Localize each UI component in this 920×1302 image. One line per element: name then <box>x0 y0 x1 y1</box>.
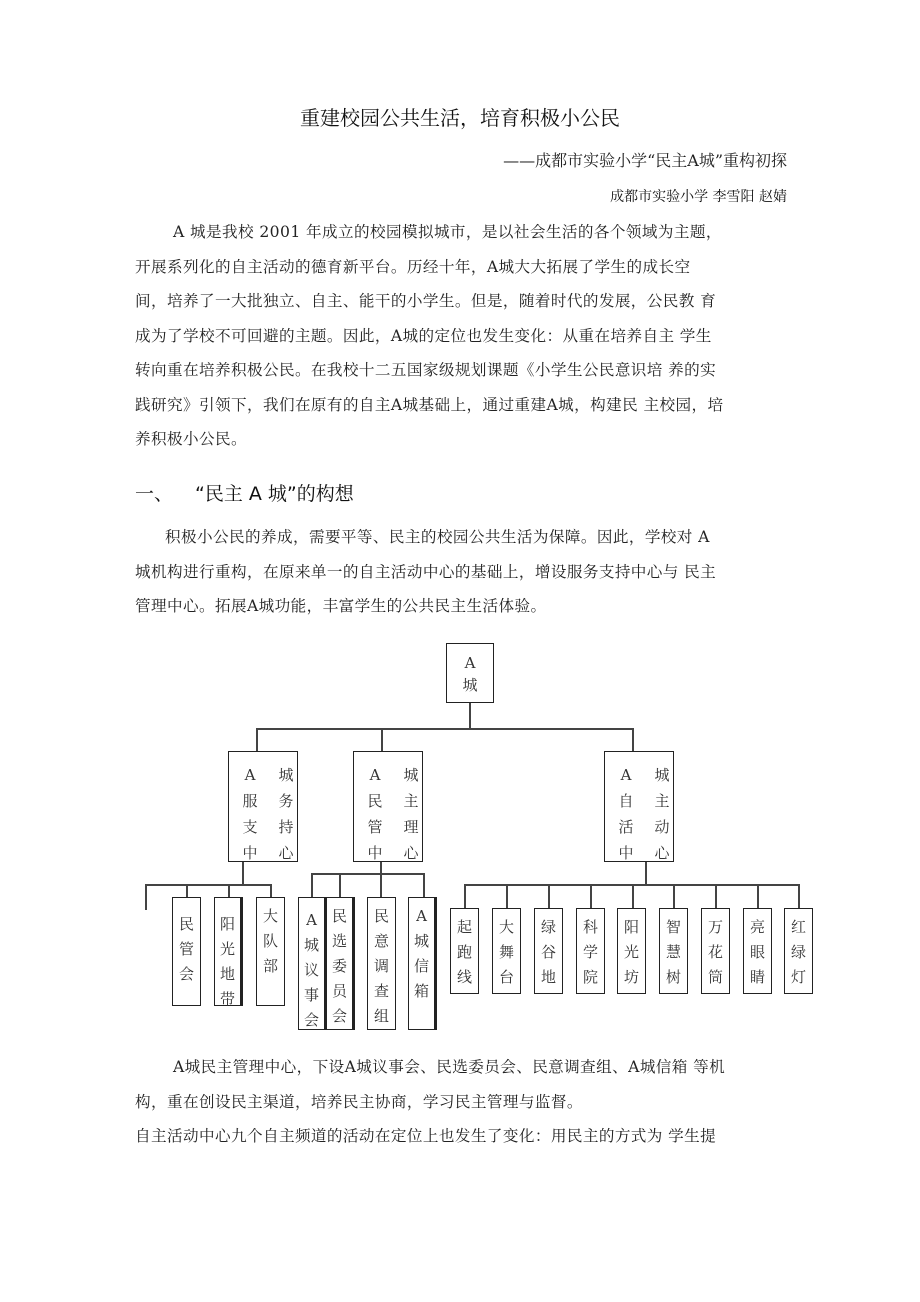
org-char: 会 <box>178 965 194 983</box>
org-char: 亮 <box>749 918 765 936</box>
org-char: 查 <box>373 982 389 1000</box>
org-char: 绿 <box>540 918 556 936</box>
after-chart-line: A城民主管理中心，下设A城议事会、民选委员会、民意调查组、A城信箱 等机 <box>173 1058 726 1076</box>
org-char: 大 <box>262 907 278 925</box>
org-char: 心 <box>403 844 419 862</box>
org-char: 意 <box>373 932 389 950</box>
org-char: 大 <box>498 918 514 936</box>
org-char: 城 <box>462 676 478 694</box>
org-char: 信 <box>413 957 429 975</box>
org-char: 动 <box>654 818 670 836</box>
org-char: 光 <box>219 940 235 958</box>
org-leaf-wanhuatong <box>701 908 730 994</box>
org-char: 员 <box>331 982 347 1000</box>
org-char: 智 <box>665 918 681 936</box>
org-char: 心 <box>278 844 294 862</box>
org-char: 民 <box>373 907 389 925</box>
connector-line <box>645 862 647 885</box>
after-chart-line: 构，重在创设民主渠道，培养民主协商，学习民主管理与监督。 <box>135 1092 583 1111</box>
org-char: 组 <box>373 1007 389 1025</box>
org-leaf-lvgudi <box>534 908 563 994</box>
org-char: 主 <box>654 792 670 810</box>
connector-line <box>339 873 341 897</box>
org-char: 城 <box>303 936 319 954</box>
connector-line <box>590 884 592 908</box>
after-chart-paragraph <box>135 1050 815 1154</box>
org-char: 筒 <box>707 968 723 986</box>
org-char: 会 <box>303 1011 319 1029</box>
org-char: 事 <box>303 986 319 1004</box>
org-char: 委 <box>331 957 347 975</box>
org-char: 心 <box>654 844 670 862</box>
connector-line <box>632 728 634 751</box>
org-char: 城 <box>278 766 294 784</box>
org-char: 务 <box>278 792 294 810</box>
connector-line <box>270 884 272 897</box>
org-char: 光 <box>623 943 639 961</box>
org-leaf-minyidiaochazu <box>367 897 396 1030</box>
section1-line: 积极小公民的养成，需要平等、民主的校园公共生活为保障。因此，学校对 A <box>165 528 710 546</box>
org-char: 自 <box>618 792 634 810</box>
connector-line <box>380 862 382 897</box>
org-char: 线 <box>456 968 472 986</box>
intro-paragraph <box>135 215 815 457</box>
org-char: 管 <box>178 940 194 958</box>
document-title: 重建校园公共生活，培育积极小公民 <box>300 106 620 130</box>
section1-line: 管理中心。拓展A城功能，丰富学生的公共民主生活体验。 <box>135 597 547 615</box>
org-char: 坊 <box>623 968 639 986</box>
after-chart-line: 自主活动中心九个自主频道的活动在定位上也发生了变化：用民主的方式为 学生提 <box>135 1127 717 1145</box>
org-char: 持 <box>278 818 294 836</box>
org-char: 带 <box>219 990 235 1008</box>
org-char: 睛 <box>749 968 765 986</box>
intro-line: 成为了学校不可回避的主题。因此，A城的定位也发生变化：从重在培养自主 学生 <box>135 326 712 345</box>
org-char: 选 <box>331 932 347 950</box>
org-char: 会 <box>331 1007 347 1025</box>
org-char: 城 <box>654 766 670 784</box>
section1-line: 城机构进行重构，在原来单一的自主活动中心的基础上，增设服务支持中心与 民主 <box>135 562 717 581</box>
intro-line: 养积极小公民。 <box>135 430 247 448</box>
connector-line <box>145 884 271 886</box>
org-char: A <box>369 766 381 784</box>
org-char: 红 <box>790 918 806 936</box>
org-char: 理 <box>403 818 419 836</box>
org-leaf-yishihui <box>298 897 327 1030</box>
connector-line <box>464 884 466 908</box>
intro-line: 践研究》引领下，我们在原有的自主A城基础上，通过重建A城，构建民 主校园，培 <box>135 395 724 414</box>
org-char: 箱 <box>413 982 429 1000</box>
intro-line: 开展系列化的自主活动的德育新平台。历经十年，A城大大拓展了学生的成长空 <box>135 257 691 276</box>
org-char: 调 <box>373 957 389 975</box>
org-char: 民 <box>331 907 347 925</box>
connector-line <box>311 873 425 875</box>
org-root-box <box>446 643 494 703</box>
org-leaf-zhihuishu <box>659 908 688 994</box>
org-leaf-minxuanweiyuanhui <box>326 897 355 1030</box>
org-char: 阳 <box>623 918 639 936</box>
org-char: 树 <box>665 968 681 986</box>
org-char: 舞 <box>498 943 514 961</box>
connector-line <box>673 884 675 908</box>
connector-line <box>145 884 147 910</box>
connector-line <box>186 884 188 897</box>
org-char: 部 <box>262 957 278 975</box>
org-leaf-daduibu <box>256 897 285 1006</box>
org-char: 绿 <box>790 943 806 961</box>
org-leaf-minguanhui <box>172 897 201 1006</box>
org-char: 科 <box>582 918 598 936</box>
org-char: 起 <box>456 918 472 936</box>
org-center-management <box>353 751 423 862</box>
org-char: 院 <box>582 968 598 986</box>
connector-line <box>256 728 634 730</box>
org-char: 谷 <box>540 943 556 961</box>
section-number: 一、 <box>135 483 174 505</box>
org-char: 队 <box>262 932 278 950</box>
org-center-service <box>228 751 298 862</box>
org-char: 城 <box>403 766 419 784</box>
org-char: 学 <box>582 943 598 961</box>
org-char: 中 <box>618 844 634 862</box>
org-char: 服 <box>242 792 258 810</box>
org-char: 慧 <box>665 943 681 961</box>
section-title: “民主 A 城”的构想 <box>195 483 354 505</box>
org-leaf-yangguangdidai <box>214 897 243 1006</box>
org-char: 地 <box>219 965 235 983</box>
org-char: A <box>464 654 476 672</box>
org-char: 阳 <box>219 915 235 933</box>
connector-line <box>798 884 800 908</box>
section1-paragraph <box>135 520 815 624</box>
author-line: 成都市实验小学 李雪阳 赵婧 <box>610 189 787 205</box>
connector-line <box>256 728 258 751</box>
org-char: 地 <box>540 968 556 986</box>
org-char: A <box>416 907 427 925</box>
org-leaf-xinxiang <box>408 897 437 1030</box>
org-char: 议 <box>303 961 319 979</box>
document-subtitle: ——成都市实验小学“民主A城”重构初探 <box>503 151 787 170</box>
org-char: 花 <box>707 943 723 961</box>
org-leaf-kexueyuan <box>576 908 605 994</box>
org-char: 民 <box>367 792 383 810</box>
org-char: 管 <box>367 818 383 836</box>
org-char: 活 <box>618 818 634 836</box>
org-char: 中 <box>242 844 258 862</box>
intro-line: 转向重在培养积极公民。在我校十二五国家级规划课题《小学生公民意识培 养的实 <box>135 361 717 379</box>
org-leaf-liangyanjing <box>743 908 772 994</box>
org-leaf-dawutai <box>492 908 521 994</box>
org-char: A <box>244 766 256 784</box>
org-center-activity <box>604 751 674 862</box>
connector-line <box>423 873 425 897</box>
org-char: 支 <box>242 818 258 836</box>
org-leaf-yangguangfang <box>617 908 646 994</box>
org-char: A <box>620 766 632 784</box>
org-char: 跑 <box>456 943 472 961</box>
intro-line: 间，培养了一大批独立、自主、能干的小学生。但是，随着时代的发展，公民教 育 <box>135 292 717 310</box>
org-char: 中 <box>367 844 383 862</box>
intro-line: A 城是我校 2001 年成立的校园模拟城市，是以社会生活的各个领域为主题， <box>173 223 722 241</box>
section-heading <box>135 480 354 508</box>
org-char: 万 <box>707 918 723 936</box>
org-char: 主 <box>403 792 419 810</box>
org-leaf-honglvdeng <box>784 908 813 994</box>
connector-line <box>311 873 313 897</box>
org-char: 台 <box>498 968 514 986</box>
org-char: 灯 <box>790 968 806 986</box>
connector-line <box>506 884 508 908</box>
connector-line <box>381 728 383 751</box>
connector-line <box>632 884 634 908</box>
connector-line <box>469 703 471 728</box>
org-char: 眼 <box>749 943 765 961</box>
connector-line <box>548 884 550 908</box>
org-leaf-qipaoxian <box>450 908 479 994</box>
connector-line <box>242 862 244 885</box>
connector-line <box>715 884 717 908</box>
connector-line <box>757 884 759 908</box>
connector-line <box>228 884 230 897</box>
org-char: 城 <box>413 932 429 950</box>
org-char: A <box>306 911 317 929</box>
org-char: 民 <box>178 915 194 933</box>
